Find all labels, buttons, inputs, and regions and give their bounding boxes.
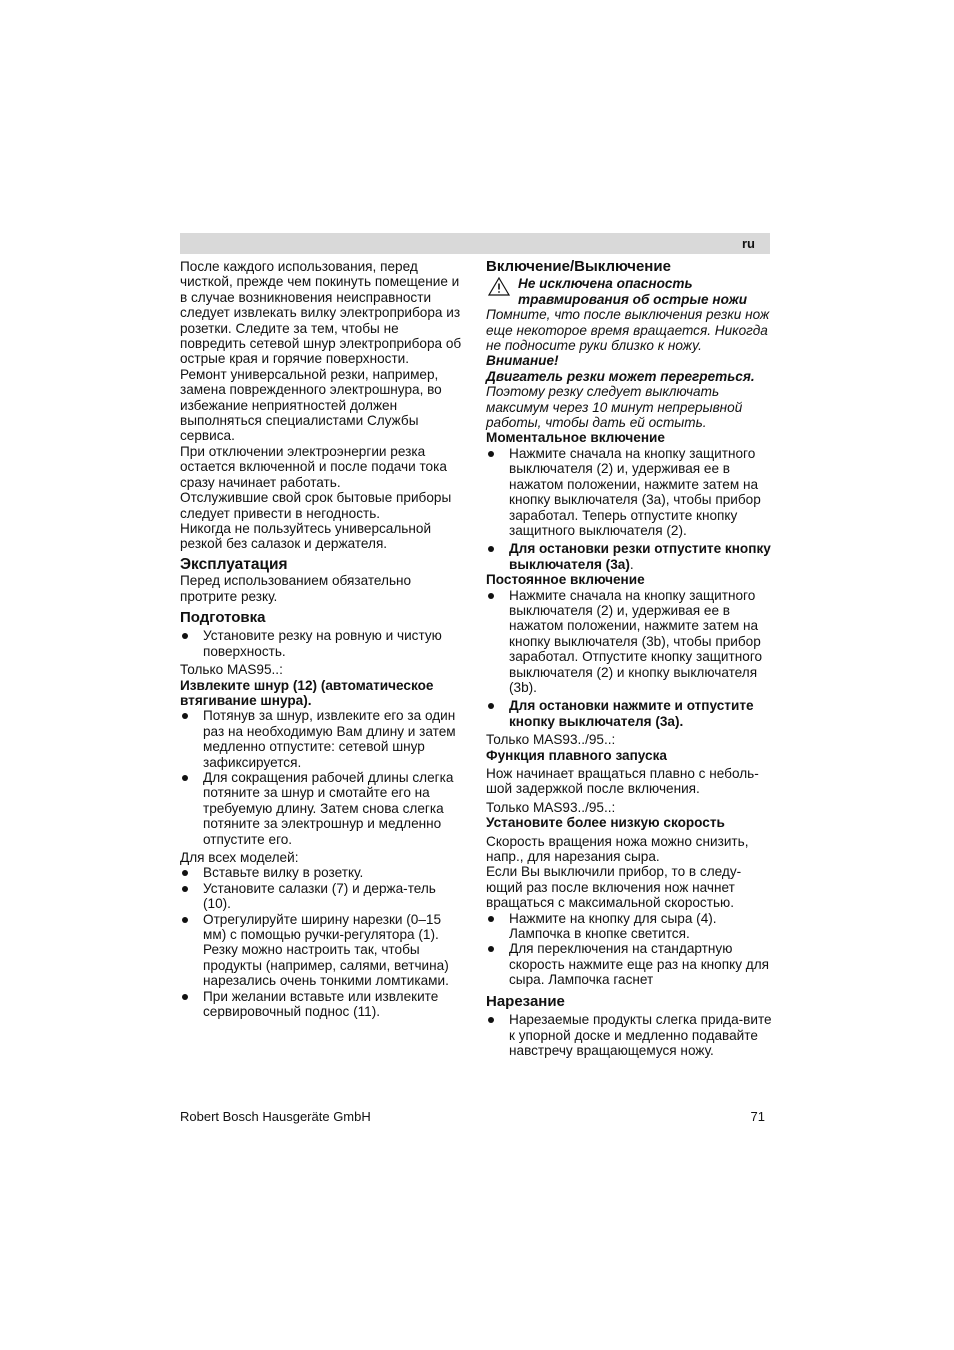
warning-text: Помните, что после выключения резки нож еще некоторое время вращается. Никогда не подносите руки близко к ножу. [486,307,770,354]
footer-company: Robert Bosch Hausgeräte GmbH [180,1109,371,1124]
model-note: Только MAS93../95..: [486,799,616,815]
paragraph: При отключении электроэнергии резка остается включенной и после подачи тока сразу начинает работать. [180,443,447,490]
list-item: Нарезаемые продукты слегка прида-вите к упорной доске и медленно подавайте навстречу вращающемуся ножу. [486,1012,776,1058]
momentary-stop-tail: . [629,556,634,572]
page-number: 71 [750,1109,765,1124]
heading-continuous: Постоянное включение [486,572,645,588]
warning-title: Не исключена опасность травмирования об острые ножи [518,276,748,307]
list-item: Установите салазки (7) и держа-тель (10). [180,881,466,912]
momentary-list [486,446,776,572]
motor-warning-text: Поэтому резку следует выключать максимум через 10 минут непрерывной работы, чтобы дать ей остыть. [486,384,743,431]
momentary-stop-text: Для остановки резки отпустите кнопку выключателя (3a) [509,541,771,572]
cord-list [180,708,466,847]
cord-heading: Извлеките шнур (12) (автоматическое втягивание шнура). [180,677,434,708]
paragraph: Перед использованием обязательно протрите резку. [180,573,412,604]
warning-triangle-icon [488,277,510,296]
heading-on-off: Включение/Выключение [486,258,671,275]
model-note: Только MAS93../95..: [486,732,616,748]
heading-preparation: Подготовка [180,608,266,626]
paragraph: Скорость вращения ножа можно снизить, напр., для нарезания сыра. [486,833,749,865]
list-item [180,912,466,989]
list-item: Нажмите сначала на кнопку защитного выключателя (2) и, удерживая ее в нажатом положении, нажмите затем на кнопку выключателя (3а), чтобы прибор заработал. Теперь отпустите кнопку защитного выключателя (2). [486,446,776,538]
list-item [486,541,776,572]
list-item: Вставьте вилку в розетку. [180,865,466,880]
header-bar [180,233,770,254]
attention-label: Внимание! [486,353,559,369]
left-column [180,259,466,1020]
list-item: Для сокращения рабочей длины слегка потяните за шнур и смотайте его на требуемую длину. Затем снова слегка потяните за электрошнур и медленно отпустите его. [180,770,466,847]
list-item: Установите резку на ровную и чистую поверхность. [180,628,466,659]
paragraph: Ремонт универсальной резки, например, замена поврежденного электрошнура, во избежание неприятностей должен выполняться специалистами Службы сервиса. [180,366,442,444]
model-note: Для всех моделей: [180,850,299,866]
list-item: При желании вставьте или извлеките сервировочный поднос (11). [180,989,466,1020]
prep-list [180,628,466,659]
heading-soft-start: Функция плавного запуска [486,747,667,763]
heading-low-speed: Установите более низкую скорость [486,815,725,831]
heading-momentary: Моментальное включение [486,430,665,446]
list-item: Нажмите на кнопку для сыра (4). Лампочка в кнопке светится. [486,911,776,942]
list-item: Нажмите сначала на кнопку защитного выключателя (2) и, удерживая ее в нажатом положении, нажмите затем на кнопку выключателя (3b), чтобы прибор заработал. Отпустите кнопку защитного выключателя (2) и кнопку выключателя (3b). [486,588,776,696]
paragraph: После каждого использования, перед чисткой, прежде чем покинуть помещение и в случае возникновения неисправности следует извлекать вилку электроприбора из розетки. Следите за тем, чтобы не повредить сетевой шнур электроприбора об острые края и горячие поверхности. [180,259,462,367]
cutting-list [486,1012,776,1058]
paragraph: Отслужившие свой срок бытовые приборы следует привести в негодность. [180,490,452,521]
all-models-list [180,865,466,1019]
continuous-list [486,588,776,730]
heading-operation: Эксплуатация [180,555,288,573]
paragraph: Если Вы выключили прибор, то в следу-ющий раз после включения нож начнет вращаться с максимальной скоростью. [486,864,742,911]
low-speed-list [486,911,776,988]
list-item: Для переключения на стандартную скорость нажмите еще раз на кнопку для сыра. Лампочка гаснет [486,941,776,987]
language-code: ru [742,236,755,251]
model-note: Только MAS95..: [180,662,283,678]
warning-block [486,276,776,307]
list-item: Для остановки нажмите и отпустите кнопку выключателя (3a). [486,698,776,729]
list-item: Потянув за шнур, извлеките его за один раз на необходимую Вам длину и затем медленно отпустите: сетевой шнур зафиксируется. [180,708,466,770]
adjust-note: Резку можно настроить так, чтобы продукты (например, салями, ветчина) нарезались очень тонкими ломтиками. [203,942,449,989]
heading-cutting: Нарезание [486,992,565,1010]
motor-warning-title: Двигатель резки может перегреться. [486,368,755,384]
paragraph: Нож начинает вращаться плавно с неболь-шой задержкой после включения. [486,766,759,797]
adjust-item-text: Отрегулируйте ширину нарезки (0–15 мм) с помощью ручки-регулятора (1). [203,911,442,943]
paragraph: Никогда не пользуйтесь универсальной резкой без салазок и держателя. [180,520,432,552]
right-column [486,259,776,1058]
